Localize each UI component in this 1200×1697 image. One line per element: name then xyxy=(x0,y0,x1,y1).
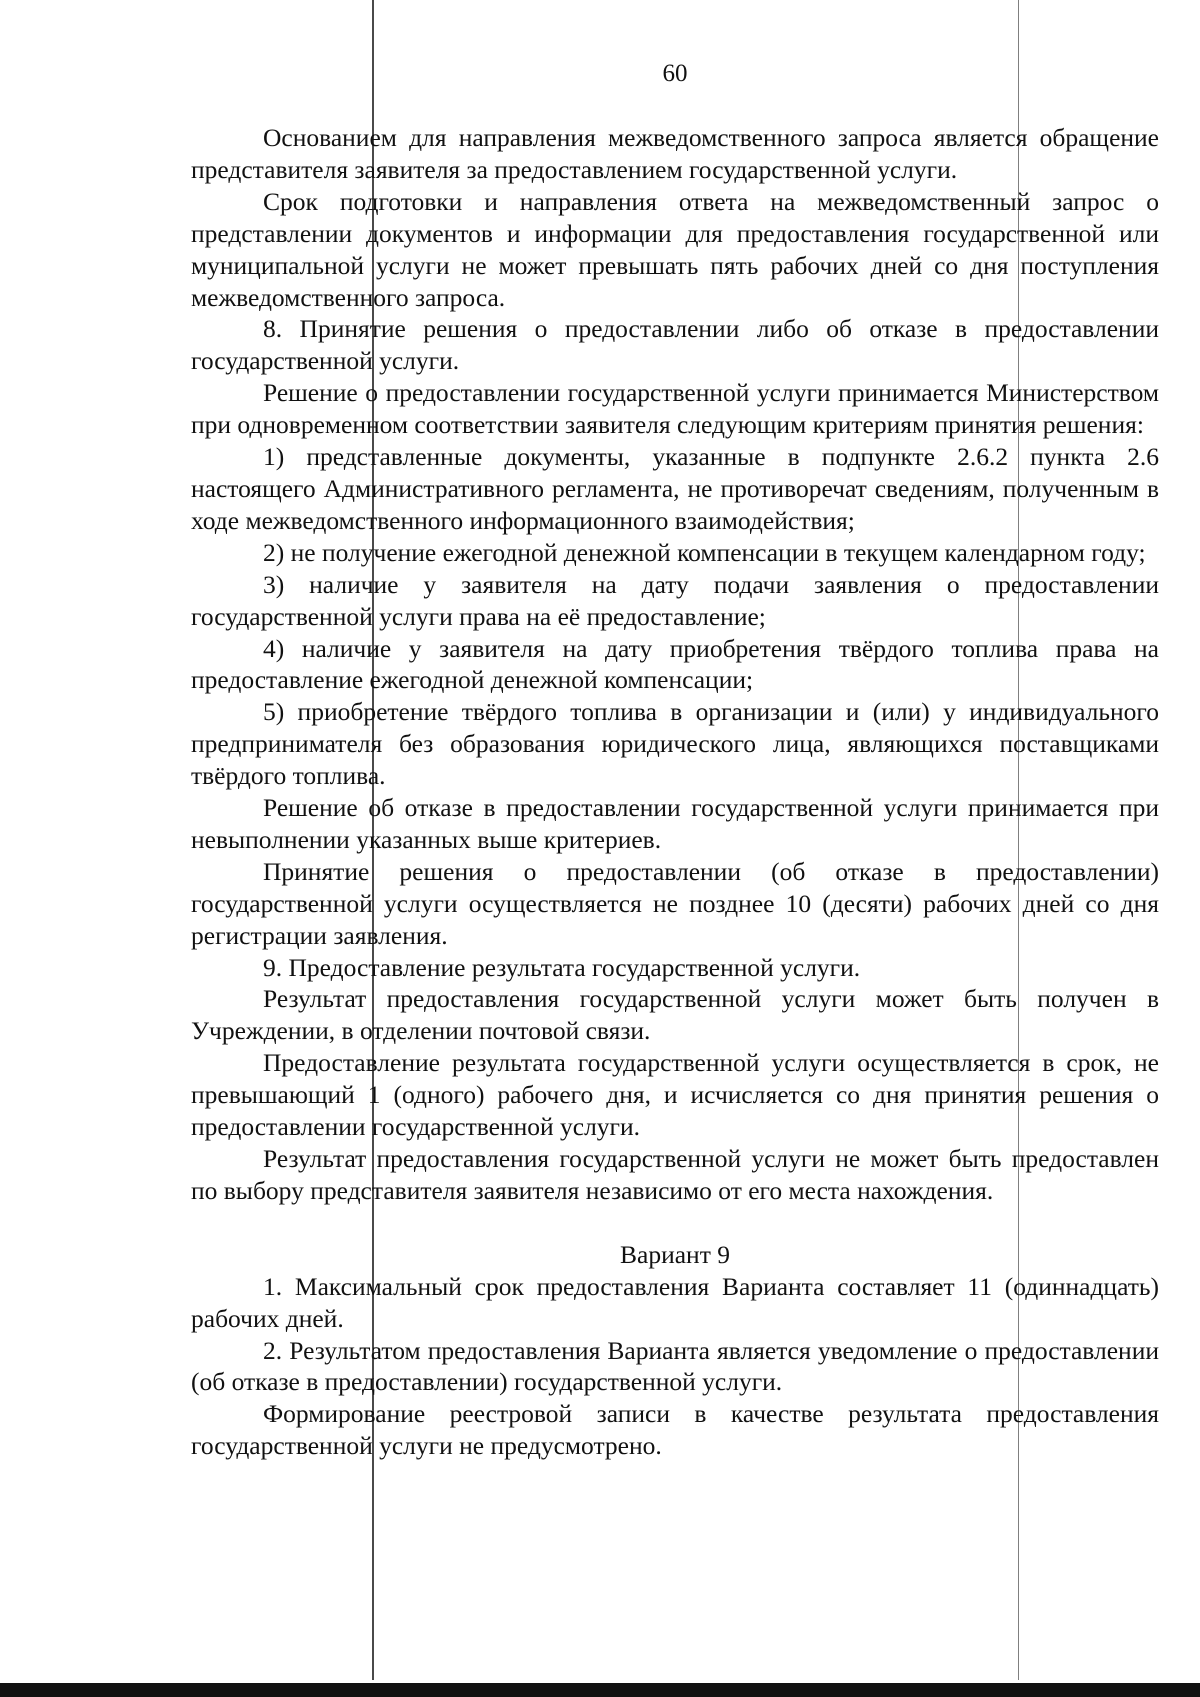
paragraph: 2. Результатом предоставления Варианта является уведомление о предоставлении (об отказе в предоставлении) государственной услуги. xyxy=(191,1335,1159,1397)
page-number: 60 xyxy=(662,60,688,87)
paragraph: 5) приобретение твёрдого топлива в организации и (или) у индивидуального предпринимателя без образования юридического лица, являющихся поставщиками твёрдого топлива. xyxy=(191,697,1159,791)
document-body xyxy=(191,122,1159,1462)
paragraph: 1. Максимальный срок предоставления Варианта составляет 11 (одиннадцать) рабочих дней. xyxy=(191,1271,1159,1333)
scan-bottom-edge xyxy=(0,1683,1200,1697)
section-heading: Вариант 9 xyxy=(620,1239,730,1269)
paragraph: Результат предоставления государственной услуги не может быть предоставлен по выбору представителя заявителя независимо от его места нахождения. xyxy=(191,1144,1159,1205)
paragraph: 9. Предоставление результата государственной услуги. xyxy=(263,952,861,982)
paragraph: Основанием для направления межведомственного запроса является обращение представителя заявителя за предоставлением государственной услуги. xyxy=(191,123,1159,184)
paragraph: Принятие решения о предоставлении (об отказе в предоставлении) государственной услуги осуществляется не позднее 10 (десяти) рабочих дней со дня регистрации заявления. xyxy=(191,856,1159,950)
paragraph: 8. Принятие решения о предоставлении либо об отказе в предоставлении государственной услуги. xyxy=(191,314,1159,376)
paragraph: Срок подготовки и направления ответа на межведомственный запрос о представлении документов и информации для предоставления государственной или муниципальной услуги не может превышать пять рабочих дней со дня поступления межведомственного запроса. xyxy=(191,186,1159,312)
paragraph: 4) наличие у заявителя на дату приобретения твёрдого топлива права на предоставление ежегодной денежной компенсации; xyxy=(191,633,1159,695)
paragraph: Предоставление результата государственной услуги осуществляется в срок, не превышающий 1 (одного) рабочего дня, и исчисляется со дня принятия решения о предоставлении государственной услуги. xyxy=(191,1048,1159,1142)
paragraph: Формирование реестровой записи в качестве результата предоставления государственной услуги не предусмотрено. xyxy=(191,1399,1159,1461)
paragraph: Решение об отказе в предоставлении государственной услуги принимается при невыполнении указанных выше критериев. xyxy=(191,793,1159,854)
paragraph: Результат предоставления государственной услуги может быть получен в Учреждении, в отделении почтовой связи. xyxy=(191,984,1159,1046)
paragraph: 3) наличие у заявителя на дату подачи заявления о предоставлении государственной услуги права на её предоставление; xyxy=(191,569,1159,631)
paragraph: Решение о предоставлении государственной услуги принимается Министерством при одновременном соответствии заявителя следующим критериям принятия решения: xyxy=(191,378,1159,440)
paragraph: 1) представленные документы, указанные в подпункте 2.6.2 пункта 2.6 настоящего Административного регламента, не противоречат сведениям, полученным в ходе межведомственного информационного взаимодействия; xyxy=(191,442,1159,535)
paragraph: 2) не получение ежегодной денежной компенсации в текущем календарном году; xyxy=(263,537,1146,567)
